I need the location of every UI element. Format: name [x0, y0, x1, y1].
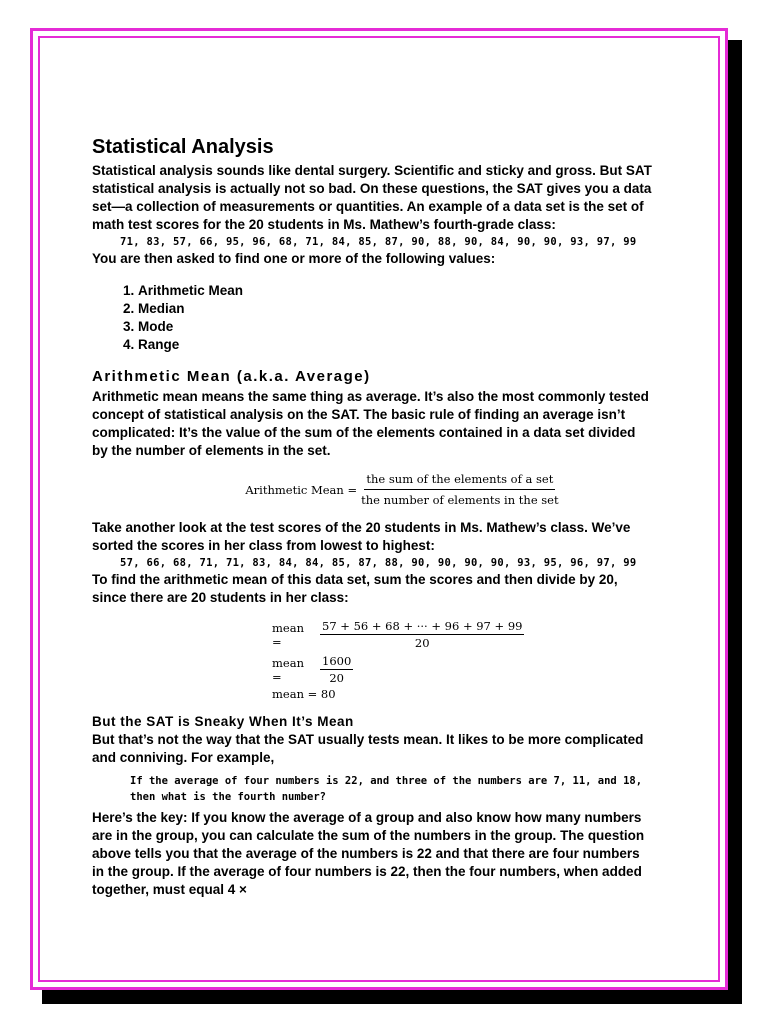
equation-row — [272, 687, 652, 701]
equation-row — [272, 619, 652, 650]
equation-denominator: 20 — [329, 671, 344, 685]
data-set: 71, 83, 57, 66, 95, 96, 68, 71, 84, 85, 87, 90, 88, 90, 84, 90, 90, 93, 97, 99 — [120, 236, 637, 248]
mean-calculation — [272, 619, 652, 701]
equation-label: mean = — [272, 620, 304, 649]
mean-formula — [152, 470, 652, 509]
equation-row — [272, 654, 652, 685]
equation-fraction — [320, 654, 353, 685]
list-item: 2. Median — [138, 300, 652, 318]
formula-numerator: the sum of the elements of a set — [364, 470, 555, 490]
key-paragraph: Here’s the key: If you know the average of a group and also know how many numbers are in the group, you can calculate the sum of the numbers in the group. The question above tells you that the average of the numbers is 22 and that there are four numbers in the group. If the average of four numbers is 22, then the four numbers, when added together, must equal 4 × — [92, 810, 645, 897]
sorted-data-set: 57, 66, 68, 71, 71, 83, 84, 84, 85, 87, 88, 90, 90, 90, 90, 93, 95, 96, 97, 99 — [120, 557, 637, 569]
sorted-intro-paragraph: Take another look at the test scores of the 20 students in Ms. Mathew’s class. We’ve sorted the scores in her class from lowest to highest: — [92, 520, 631, 553]
formula-denominator: the number of elements in the set — [361, 493, 559, 507]
list-item: 3. Mode — [138, 318, 652, 336]
list-intro: You are then asked to find one or more of the following values: — [92, 251, 496, 266]
example-question: If the average of four numbers is 22, and three of the numbers are 7, 11, and 18, then what is the fourth number? — [130, 775, 643, 803]
document-body — [92, 136, 652, 899]
equation-result: mean = 80 — [272, 687, 336, 701]
mean-paragraph: Arithmetic mean means the same thing as average. It’s also the most commonly tested concept of statistical analysis on the SAT. The basic rule of finding an average isn’t complicated: It’s the value of the sum of the elements contained in a data set divided by the number of elements in the set. — [92, 389, 649, 458]
sum-paragraph: To find the arithmetic mean of this data set, sum the scores and then divide by 20, since there are 20 students in her class: — [92, 572, 618, 605]
list-item: 1. Arithmetic Mean — [138, 282, 652, 300]
equation-numerator: 57 + 56 + 68 + ··· + 96 + 97 + 99 — [322, 619, 523, 633]
page-title: Statistical Analysis — [92, 136, 274, 158]
sneaky-paragraph: But that’s not the way that the SAT usually tests mean. It likes to be more complicated and conniving. For example, — [92, 732, 644, 765]
formula-label: Arithmetic Mean = — [245, 482, 358, 497]
list-item: 4. Range — [138, 336, 652, 354]
equation-label: mean = — [272, 655, 304, 684]
section-heading-mean: Arithmetic Mean (a.k.a. Average) — [92, 368, 371, 385]
section-heading-sneaky: But the SAT is Sneaky When It’s Mean — [92, 714, 354, 729]
intro-paragraph: Statistical analysis sounds like dental surgery. Scientific and sticky and gross. But SAT statistical analysis is actually not so bad. On these questions, the SAT gives you a data set—a collection of measurements or quantities. An example of a data set is the set of math test scores for the 20 students in Ms. Mathew’s fourth-grade class: — [92, 163, 652, 232]
equation-fraction — [320, 619, 524, 650]
formula-fraction — [361, 470, 559, 509]
equation-numerator: 1600 — [322, 654, 352, 668]
equation-denominator: 20 — [414, 636, 430, 650]
values-list — [92, 282, 652, 354]
